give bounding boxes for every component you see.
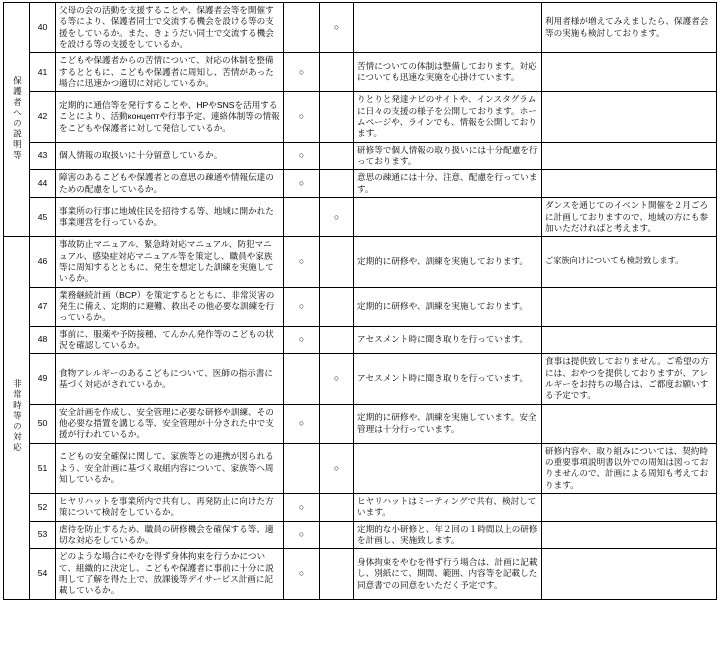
row-comment[interactable]: 定期的に研修や、訓練を実施しています。安全管理は十分行っています。: [354, 404, 542, 443]
row-comment[interactable]: 定期的な小研修と、年２回の１時間以上の研修を計画し、実施致します。: [354, 521, 542, 549]
table-row: [4, 354, 717, 404]
row-yes-mark[interactable]: ○: [284, 170, 320, 198]
row-no-mark[interactable]: [320, 92, 354, 142]
row-item-text: 事前に、服薬や予防接種、てんかん発作等のこどもの状況を確認しているか。: [56, 326, 284, 354]
table-row: [4, 326, 717, 354]
table-row: [4, 549, 717, 599]
table-row: [4, 142, 717, 170]
row-future[interactable]: [542, 287, 717, 326]
row-number: 43: [30, 142, 56, 170]
row-yes-mark[interactable]: ○: [284, 53, 320, 92]
table-row: [4, 237, 717, 287]
row-future[interactable]: [542, 53, 717, 92]
row-no-mark[interactable]: [320, 170, 354, 198]
row-item-text: 個人情報の取扱いに十分留意しているか。: [56, 142, 284, 170]
row-item-text: 安全計画を作成し、安全管理に必要な研修や訓練、その他必要な措置を講じる等、安全管理が十分された中で支援が行われているか。: [56, 404, 284, 443]
table-row: [4, 3, 717, 53]
row-number: 48: [30, 326, 56, 354]
table-row: [4, 494, 717, 522]
row-no-mark[interactable]: [320, 53, 354, 92]
row-number: 50: [30, 404, 56, 443]
row-future[interactable]: [542, 521, 717, 549]
table-row: [4, 53, 717, 92]
table-row: [4, 521, 717, 549]
row-yes-mark[interactable]: ○: [284, 549, 320, 599]
row-future[interactable]: 利用者様が増えてみえましたら、保護者会等の実施も検討しております。: [542, 3, 717, 53]
row-future[interactable]: [542, 170, 717, 198]
row-yes-mark[interactable]: ○: [284, 142, 320, 170]
row-future[interactable]: [542, 92, 717, 142]
row-number: 44: [30, 170, 56, 198]
row-number: 52: [30, 494, 56, 522]
row-item-text: ヒヤリハットを事業所内で共有し、再発防止に向けた方策について検討をしているか。: [56, 494, 284, 522]
row-no-mark[interactable]: [320, 326, 354, 354]
row-comment[interactable]: [354, 3, 542, 53]
row-no-mark[interactable]: [320, 287, 354, 326]
row-yes-mark[interactable]: ○: [284, 287, 320, 326]
row-item-text: どのような場合にやむを得ず身体拘束を行うかについて、組織的に決定し、こどもや保護者に事前に十分に説明して了解を得た上で、放課後等デイサービス計画に記載しているか。: [56, 549, 284, 599]
row-number: 42: [30, 92, 56, 142]
row-no-mark[interactable]: [320, 142, 354, 170]
row-item-text: 障害のあるこどもや保護者との意思の疎通や情報伝達のための配慮をしているか。: [56, 170, 284, 198]
row-no-mark[interactable]: ○: [320, 198, 354, 237]
row-number: 40: [30, 3, 56, 53]
section-label-cell: [4, 237, 30, 600]
row-comment[interactable]: [354, 198, 542, 237]
row-item-text: 事業所の行事に地域住民を招待する等、地域に開かれた事業運営を行っているか。: [56, 198, 284, 237]
table-row: [4, 170, 717, 198]
row-number: 45: [30, 198, 56, 237]
row-comment[interactable]: 研修等で個人情報の取り扱いには十分配慮を行っております。: [354, 142, 542, 170]
row-comment[interactable]: 苦情についての体制は整備しております。対応についても迅速な実施を心掛けています。: [354, 53, 542, 92]
row-future[interactable]: [542, 404, 717, 443]
row-comment[interactable]: ヒヤリハットはミーティングで共有、検討しています。: [354, 494, 542, 522]
row-yes-mark[interactable]: [284, 443, 320, 493]
row-yes-mark[interactable]: [284, 354, 320, 404]
self-evaluation-table: [3, 2, 717, 600]
row-no-mark[interactable]: [320, 237, 354, 287]
table-row: [4, 92, 717, 142]
row-comment[interactable]: りとりと発達ナビのサイトや、インスタグラムに日々の支援の様子を公開しております。ホームページや、ラインでも、情報を公開しております。: [354, 92, 542, 142]
row-yes-mark[interactable]: ○: [284, 92, 320, 142]
row-number: 47: [30, 287, 56, 326]
row-no-mark[interactable]: [320, 494, 354, 522]
table-row: [4, 198, 717, 237]
row-number: 41: [30, 53, 56, 92]
row-item-text: 虐待を防止するため、職員の研修機会を確保する等、適切な対応をしているか。: [56, 521, 284, 549]
row-yes-mark[interactable]: ○: [284, 404, 320, 443]
row-future[interactable]: 食事は提供致しておりません。ご希望の方には、おやつを提供しておりますが、アレルギーをお持ちの場合は、ご都度お願いする予定です。: [542, 354, 717, 404]
row-no-mark[interactable]: [320, 521, 354, 549]
row-future[interactable]: [542, 494, 717, 522]
row-item-text: 父母の会の活動を支援することや、保護者会等を開催する等により、保護者同士で交流する機会を設ける等の支援をしているか。また、きょうだい同士で交流する機会を設ける等の支援をしているか。: [56, 3, 284, 53]
row-number: 46: [30, 237, 56, 287]
row-number: 54: [30, 549, 56, 599]
row-number: 49: [30, 354, 56, 404]
table-row: [4, 287, 717, 326]
table-row: [4, 443, 717, 493]
row-yes-mark[interactable]: ○: [284, 494, 320, 522]
row-item-text: 業務継続計画（BCP）を策定するとともに、非常災害の発生に備え、定期的に避難、救出その他必要な訓練を行っているか。: [56, 287, 284, 326]
row-comment[interactable]: アセスメント時に聞き取りを行っています。: [354, 354, 542, 404]
row-comment[interactable]: 意思の疎通には十分、注意、配慮を行っています。: [354, 170, 542, 198]
row-yes-mark[interactable]: ○: [284, 326, 320, 354]
row-comment[interactable]: 定期的に研修や、訓練を実施しております。: [354, 237, 542, 287]
row-future[interactable]: 研修内容や、取り組みについては、契約時の重要事項説明書以外での周知は図っておりませんので、計画による周知も考えております。: [542, 443, 717, 493]
row-yes-mark[interactable]: ○: [284, 521, 320, 549]
row-item-text: こどもの安全確保に関して、家族等との連携が図られるよう、安全計画に基づく取組内容について、家族等へ周知しているか。: [56, 443, 284, 493]
row-yes-mark[interactable]: [284, 198, 320, 237]
row-future[interactable]: [542, 326, 717, 354]
table-body: [4, 3, 717, 600]
row-no-mark[interactable]: ○: [320, 354, 354, 404]
row-future[interactable]: [542, 142, 717, 170]
row-item-text: 事故防止マニュアル、緊急時対応マニュアル、防犯マニュアル、感染症対応マニュアル等を策定し、職員や家族等に周知するとともに、発生を想定した訓練を実施しているか。: [56, 237, 284, 287]
row-number: 53: [30, 521, 56, 549]
row-comment[interactable]: 定期的に研修や、訓練を実施しております。: [354, 287, 542, 326]
row-comment[interactable]: [354, 443, 542, 493]
row-no-mark[interactable]: ○: [320, 443, 354, 493]
section-label: 非常時等の対応: [12, 379, 23, 454]
row-yes-mark[interactable]: ○: [284, 237, 320, 287]
row-yes-mark[interactable]: [284, 3, 320, 53]
row-future[interactable]: [542, 549, 717, 599]
row-item-text: 定期的に通信等を発行することや、HPやSNSを活用することにより、活動концептや行事予定、連絡体制等の情報をこどもや保護者に対して発信しているか。: [56, 92, 284, 142]
table-row: [4, 404, 717, 443]
row-number: 51: [30, 443, 56, 493]
row-item-text: こどもや保護者からの苦情について、対応の体制を整備するとともに、こどもや保護者に周知し、苦情があった場合に迅速かつ適切に対応しているか。: [56, 53, 284, 92]
row-comment[interactable]: アセスメント時に聞き取りを行っています。: [354, 326, 542, 354]
row-future[interactable]: ダンスを通じてのイベント開催を２月ごろに計画しておりますので、地域の方にも参加いただければと考えます。: [542, 198, 717, 237]
row-no-mark[interactable]: ○: [320, 3, 354, 53]
section-label: 保護者への説明等: [12, 75, 23, 161]
row-no-mark[interactable]: [320, 404, 354, 443]
row-future[interactable]: ご家族向けについても検討致します。: [542, 237, 717, 287]
row-comment[interactable]: 身体拘束をやむを得ず行う場合は、計画に記載し、別紙にて、期間、範囲、内容等を記載した同意書での同意をいただく予定です。: [354, 549, 542, 599]
section-label-cell: [4, 3, 30, 237]
row-no-mark[interactable]: [320, 549, 354, 599]
row-item-text: 食物アレルギーのあるこどもについて、医師の指示書に基づく対応がされているか。: [56, 354, 284, 404]
